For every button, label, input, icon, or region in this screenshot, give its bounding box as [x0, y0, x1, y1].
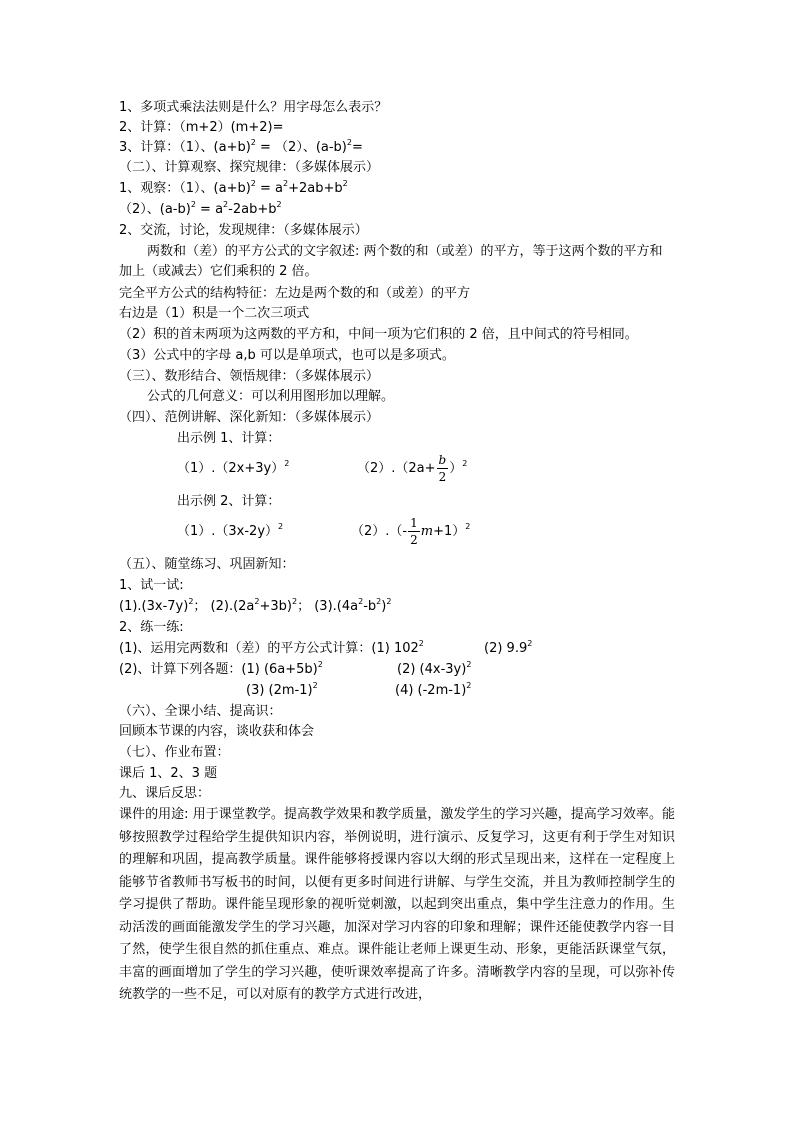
right-side-2: （2）积的首末两项为这两数的平方和，中间一项为它们积的 2 倍，且中间式的符号相同。 [119, 327, 638, 342]
superscript: 2 [418, 639, 424, 648]
section-2-heading: （二）、计算观察、探究规律：（多媒体展示） [119, 160, 380, 175]
example-2-label: 出示例 2、计算： [177, 494, 281, 509]
superscript: 2 [188, 597, 194, 606]
practice-1b [484, 639, 532, 660]
superscript: 2 [462, 459, 468, 468]
reflection-paragraph: 课件的用途: 用于课堂教学。提高教学效果和教学质量，激发学生的学习兴趣，提高学习效率。能够按照教学过程给学生提供知识内容，举例说明，进行演示、反复学习，这更有利于学生对知识的理解和巩固，提高教学质量。课件能够将授课内容以大纲的形式呈现出来，这样在一定程度上能够节省教师书写板书的时间，以便有更多时间进行讲解、与学生交流，并且为教师控制学生的学习提供了帮助。课件能呈现形象的视听觉刺激，以起到突出重点，集中学生注意力的作用。生动活泼的画面能激发学生的学习兴趣，加深对学习内容的印象和理解；课件还能使教学内容一目了然，使学生很自然的抓住重点、难点。课件能让老师上课更生动、形象，更能活跃课堂气氛，丰富的画面增加了学生的学习兴趣，使听课效率提高了许多。清晰教学内容的呈现，可以弥补传统教学的一些不足，可以对原有的教学方式进行改进， [119, 807, 675, 1002]
text-part: = [351, 140, 363, 155]
superscript: 2 [466, 660, 472, 669]
superscript: 2 [254, 597, 260, 606]
practice-3b [395, 681, 471, 702]
text-part: (3) (2m-1) [246, 683, 313, 698]
superscript: 2 [284, 459, 290, 468]
text-part: (2) (4x-3y) [397, 662, 467, 677]
practice-1 [119, 639, 424, 660]
right-side-1: 右边是（1）积是一个二次三项式 [119, 306, 310, 321]
example-1-label: 出示例 1、计算： [177, 431, 281, 446]
text-part: （1）.（2x+3y） [177, 461, 285, 476]
superscript: 2 [527, 639, 533, 648]
exchange-heading: 2、交流，讨论，发现规律：（多媒体展示） [119, 223, 368, 238]
geometric-meaning: 公式的几何意义：可以利用图形加以理解。 [147, 389, 395, 404]
superscript: 2 [346, 138, 352, 147]
superscript: 2 [190, 200, 196, 209]
fraction-denominator: 2 [438, 470, 447, 484]
superscript: 2 [386, 597, 392, 606]
review-text: 回顾本节课的内容，谈收获和体会 [119, 724, 315, 739]
text-part: （1）.（3x-2y） [177, 524, 279, 539]
section-5-heading: （五）、随堂练习、巩固新知： [119, 557, 295, 572]
observe-1 [119, 179, 348, 200]
text-part: （2）.（- [351, 524, 408, 539]
text-part: (1)、运用完两数和（差）的平方公式计算：(1) 102 [119, 641, 419, 656]
example-2-part-1 [177, 522, 283, 543]
example-1-part-2 [357, 451, 467, 488]
superscript: 2 [276, 200, 282, 209]
superscript: 2 [278, 522, 284, 531]
fraction [437, 452, 449, 485]
example-2-part-2 [351, 514, 470, 551]
superscript: 2 [292, 597, 298, 606]
section-7-heading: （七）、作业布置： [119, 745, 230, 760]
question-3 [119, 138, 363, 159]
text-part: ) [381, 599, 387, 614]
text-part: 1、观察：（1）、(a+b) [119, 181, 251, 196]
text-part: ； (2).(2a [193, 599, 255, 614]
superscript: 2 [312, 681, 318, 690]
section-9-heading: 九、课后反思： [119, 786, 211, 801]
right-side-3: （3）公式中的字母 a,b 可以是单项式，也可以是多项式。 [119, 348, 455, 363]
text-part: ； (3).(4a [297, 599, 359, 614]
section-4-heading: （四）、范例讲解、深化新知：（多媒体展示） [119, 410, 380, 425]
try-problems [119, 597, 391, 618]
fraction [408, 515, 420, 548]
fraction-denominator: 2 [410, 533, 418, 547]
superscript: 2 [283, 179, 289, 188]
practice-3 [246, 681, 318, 702]
text-part: （2）、(a-b) [119, 202, 191, 217]
text-part: +1） [433, 524, 466, 539]
superscript: 2 [358, 597, 364, 606]
homework-text: 课后 1、2、3 题 [119, 766, 218, 781]
superscript: 2 [466, 681, 472, 690]
superscript: 2 [250, 138, 256, 147]
try-heading: 1、试一试: [119, 578, 184, 593]
text-part: +2ab+b [288, 181, 343, 196]
practice-2b [397, 660, 471, 681]
text-part: +3b) [259, 599, 292, 614]
question-1: 1、多项式乘法法则是什么？用字母怎么表示？ [119, 100, 388, 115]
text-part: （2）.（2a+ [357, 461, 436, 476]
fraction-numerator: 1 [410, 516, 418, 530]
fraction-numerator: b [438, 453, 447, 467]
superscript: 2 [465, 522, 471, 531]
superscript: 2 [342, 179, 348, 188]
text-part: = （2）、(a-b) [255, 140, 347, 155]
example-1-part-1 [177, 459, 289, 480]
text-part: (1).(3x-7y) [119, 599, 189, 614]
observe-2 [119, 200, 282, 221]
superscript: 2 [376, 597, 382, 606]
text-part: ） [449, 461, 463, 476]
section-6-heading: （六）、全课小结、提高识： [119, 704, 282, 719]
text-part: (4) (-2m-1) [395, 683, 467, 698]
superscript: 2 [250, 179, 256, 188]
text-part: -2ab+b [228, 202, 277, 217]
text-part: (2) 9.9 [484, 641, 528, 656]
text-part: -b [363, 599, 377, 614]
rule-statement: 两数和（差）的平方公式的文字叙述: 两个数的和（或差）的平方，等于这两个数的平方和加上（或减去）它们乘积的 2 倍。 [119, 244, 663, 279]
practice-2 [119, 660, 323, 681]
variable-m: m [420, 524, 434, 539]
text-part: 3、计算：（1）、(a+b) [119, 140, 251, 155]
superscript: 2 [317, 660, 323, 669]
text-part: (2)、计算下列各题：(1) (6a+5b) [119, 662, 318, 677]
text-part: = a [195, 202, 224, 217]
question-2: 2、计算：（m+2）(m+2)= [119, 120, 284, 135]
structure-feature: 完全平方公式的结构特征：左边是两个数的和（或差）的平方 [119, 286, 471, 301]
section-3-heading: （三）、数形结合、领悟规律：（多媒体展示） [119, 369, 380, 384]
superscript: 2 [223, 200, 229, 209]
practice-heading: 2、练一练: [119, 620, 184, 635]
text-part: = a [255, 181, 284, 196]
